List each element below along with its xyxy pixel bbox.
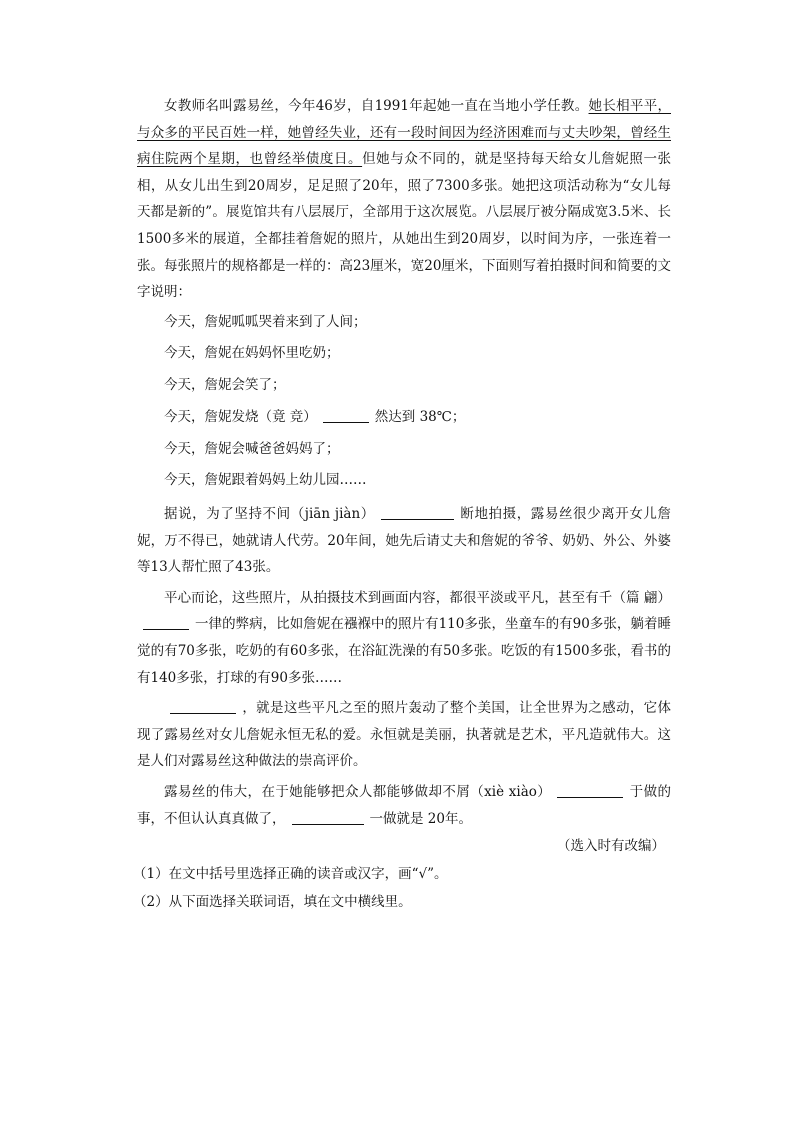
p5-text-c: 一做就是 20年。 [369,810,472,827]
diary-line-6: 今天，詹妮跟着妈妈上幼儿园…… [164,472,367,489]
p3-text-a: 平心而论，这些照片，从拍摄技术到画面内容，都很平淡或平凡，甚至有千（篇 翩） [164,589,671,606]
diary-line-5: 今天，詹妮会喊爸爸妈妈了； [164,440,340,457]
p5-text-b: 于做的事，不但认认真真做了， [137,783,671,827]
diary-line-4 [137,402,671,434]
p5-text-a: 露易丝的伟大，在于她能够把众人都能够做却不屑（xiè xiào） [164,783,552,800]
paragraph-3 [137,585,671,691]
diary-line-2: 今天，詹妮在妈妈怀里吃奶； [164,345,340,362]
fill-blank-4[interactable] [170,699,236,714]
fill-blank-1[interactable] [323,408,369,423]
question-1: （1）在文中括号里选择正确的读音或汉字，画“√”。 [133,866,448,883]
p1-underlined-text: 她长相平平，与众多的平民百姓一样，她曾经失业，还有一段时间因为经济困难而与丈夫吵架，曾经生病住院两个星期，也曾经举债度日。 [137,98,671,168]
p3-text-b: 一律的弊病，比如詹妮在襁褓中的照片有110多张，坐童车的有90多张，躺着睡觉的有70多张，吃奶的有60多张，在浴缸洗澡的有50多张。吃饭的有1500多张，看书的有140多张，打球的有90多张…… [137,616,671,686]
question-2: （2）从下面选择关联词语，填在文中横线里。 [133,894,412,911]
paragraph-2 [137,501,671,581]
p2-text-a: 据说，为了坚持不间（jiān jiàn） [164,505,375,522]
fill-blank-2[interactable] [381,505,454,520]
p2-text-b: 断地拍摄，露易丝很少离开女儿詹妮，万不得已，她就请人代劳。20年间，她先后请丈夫和詹妮的爷爷、奶奶、外公、外婆等13人帮忙照了43张。 [137,505,671,576]
diary-line-4-text-a: 今天，詹妮发烧（竟 竞） [164,408,317,425]
paragraph-4 [137,695,671,775]
paragraph-1 [137,93,671,306]
paragraph-5 [137,779,671,832]
document-page [133,93,672,916]
diary-line-4-text-b: 然达到 38℃； [374,408,466,425]
fill-blank-6[interactable] [292,810,364,825]
p1-text-b: 但她与众不同的，就是坚持每天给女儿詹妮照一张相，从女儿出生到20周岁，足足照了20年，照了7300多张。她把这项活动称为“女儿每天都是新的”。展览馆共有八层展厅，全部用于这次展览。八层展厅被分隔成宽3.5米、长1500多米的展道，全都挂着詹妮的照片，从她出生到20周岁，以时间为序，一张连着一张。每张照片的规格都是一样的：高23厘米，宽20厘米，下面则写着拍摄时间和简要的文字说明： [137,151,672,301]
source-note: （选入时有改编） [557,838,665,855]
p4-text-b: ，就是这些平凡之至的照片轰动了整个美国，让全世界为之感动，它体现了露易丝对女儿詹妮永恒无私的爱。永恒就是美丽，执著就是艺术，平凡造就伟大。这是人们对露易丝这种做法的崇高评价。 [137,700,671,770]
fill-blank-5[interactable] [557,783,623,798]
p1-text-a: 女教师名叫露易丝，今年46岁，自1991年起她一直在当地小学任教。 [164,98,589,114]
diary-line-3: 今天，詹妮会笑了； [164,377,286,394]
fill-blank-3[interactable] [143,615,189,630]
diary-line-1: 今天，詹妮呱呱哭着来到了人间； [164,313,367,330]
